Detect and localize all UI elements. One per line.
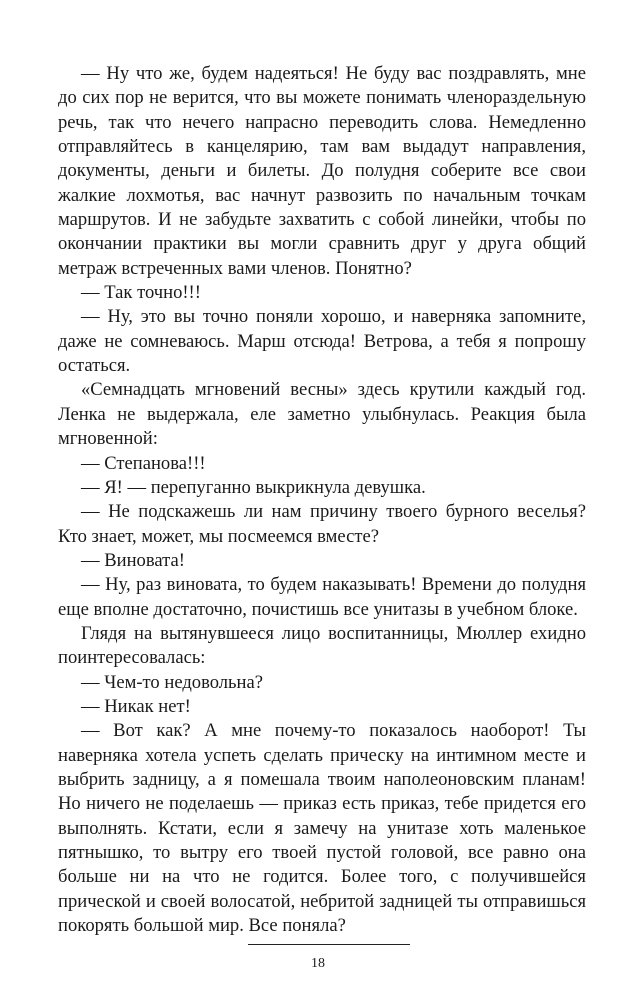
paragraph: — Ну что же, будем надеяться! Не буду вас поздравлять, мне до сих пор не верится, что вы можете понимать членораздельную речь, так что нечего напрасно переводить слова. Немедленно отправляйтесь в канцелярию, там вам выдадут направления, документы, деньги и билеты. До полудня соберите все свои жалкие лохмотья, вас начнут развозить по начальным точкам маршрутов. И не забудьте захватить с собой линейки, чтобы по окончании практики вы могли сравнить друг у друга общий метраж встреченных вами членов. Понятно? (58, 63, 586, 279)
paragraph: — Ну, раз виновата, то будем наказывать! Времени до полудня еще вполне достаточно, почистишь все унитазы в учебном блоке. (58, 574, 586, 620)
paragraph: — Степанова!!! (81, 452, 206, 474)
paragraph: Глядя на вытянувшееся лицо воспитанницы, Мюллер ехидно поинтересовалась: (58, 622, 586, 669)
paragraph: — Вот как? А мне почему-то показалось наоборот! Ты наверняка хотела успеть сделать прическу на интимном месте и выбрить задницу, а я помешала твоим наполеоновским планам! Но ничего не поделаешь — приказ есть приказ, тебе придется его выполнять. Кстати, если я замечу на унитазе хоть маленькое пятнышко, то вытру его твоей пустой головой, все равно она больше ни на что не годится. Более того, с получившейся прической и своей волосатой, небритой задницей ты отправишься покорять большой мир. Все поняла? (58, 720, 586, 937)
paragraph: — Я! — перепуганно выкрикнула девушка. (81, 476, 426, 498)
paragraph: — Так точно!!! (81, 282, 201, 304)
paragraph: «Семнадцать мгновений весны» здесь крутили каждый год. Ленка не выдержала, еле заметно улыбнулась. Реакция была мгновенной: (58, 379, 586, 450)
paragraph: — Никак нет! (81, 695, 191, 717)
paragraph: — Виновата! (81, 549, 185, 571)
page-number: 18 (311, 956, 325, 971)
footer-rule (248, 944, 410, 945)
paragraph: — Чем-то недовольна? (81, 671, 263, 693)
body-text (58, 62, 586, 938)
paragraph: — Ну, это вы точно поняли хорошо, и наверняка запомните, даже не сомневаюсь. Марш отсюда! Ветрова, а тебя я попрошу остаться. (58, 306, 586, 377)
paragraph: — Не подскажешь ли нам причину твоего бурного веселья? Кто знает, может, мы посмеемся вместе? (58, 501, 586, 547)
